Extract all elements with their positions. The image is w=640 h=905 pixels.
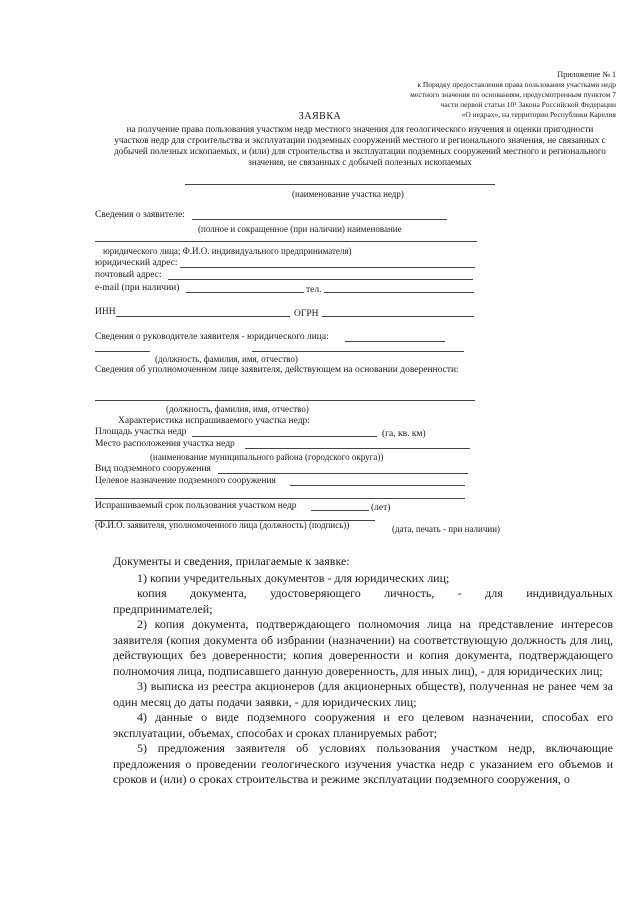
postal-address-label: почтовый адрес: bbox=[95, 270, 162, 280]
term-unit: (лет) bbox=[371, 503, 391, 513]
ogrn-field[interactable] bbox=[322, 316, 474, 317]
documents-section bbox=[113, 554, 613, 788]
appendix-line: «О недрах», на территории Республики Карелия bbox=[461, 110, 616, 119]
location-label: Место расположения участка недр bbox=[95, 439, 235, 449]
documents-item-1: 1) копии учредительных документов - для юридических лиц; bbox=[137, 570, 450, 585]
applicant-line-2[interactable] bbox=[95, 241, 477, 242]
location-field[interactable] bbox=[245, 448, 470, 449]
applicant-caption: (полное и сокращенное (при наличии) наименование bbox=[198, 224, 402, 234]
ogrn-label: ОГРН bbox=[294, 309, 319, 319]
area-unit: (га, кв. км) bbox=[382, 429, 426, 439]
document-title: ЗАЯВКА bbox=[298, 111, 342, 122]
term-field[interactable] bbox=[311, 510, 369, 511]
documents-item-1b: копия документа, удостоверяющего личность, - для индивидуальных bbox=[137, 586, 613, 600]
head-field-2a[interactable] bbox=[95, 351, 150, 352]
plot-name-caption: (наименование участка недр) bbox=[292, 189, 404, 199]
appendix-line: к Порядку предоставления права пользования участками недр bbox=[417, 80, 616, 89]
documents-item-5: 5) предложения заявителя об условиях пользования участком недр, включающие предложения о проведении геологического изучения участка недр с указанием его объемов и сроков и (или) о сроках строительства и режиме эксплуатации подземного сооружения, о bbox=[113, 741, 613, 786]
area-label: Площадь участка недр bbox=[95, 427, 187, 437]
structure-type-field[interactable] bbox=[218, 473, 468, 474]
plot-name-line[interactable] bbox=[185, 184, 495, 185]
structure-purpose-field[interactable] bbox=[290, 485, 465, 486]
documents-item-2: 2) копия документа, подтверждающего полномочия лица на представление интересов заявителя (копия документа об избрании (назначении) на соответствующую должность для лиц, действующих без доверенности; копия доверенности и копия документа, подтверждающего полномочия лица, подписавшего данную доверенность, для иных лиц), - для юридических лиц; bbox=[113, 617, 613, 678]
structure-type-label: Вид подземного сооружения bbox=[95, 464, 211, 474]
representative-field[interactable] bbox=[95, 400, 475, 401]
appendix-line: местного значения по основаниям, предусмотренным пунктом 7 bbox=[410, 90, 616, 99]
area-field[interactable] bbox=[192, 436, 377, 437]
signature-caption: (Ф.И.О. заявителя, уполномоченного лица (должность) (подпись)) bbox=[95, 520, 350, 530]
email-field[interactable] bbox=[186, 292, 304, 293]
phone-field[interactable] bbox=[324, 292, 474, 293]
location-caption: (наименование муниципального района (городского округа)) bbox=[150, 452, 384, 462]
inn-label: ИНН bbox=[95, 307, 116, 317]
applicant-caption-2: юридического лица; Ф.И.О. индивидуального предпринимателя) bbox=[103, 246, 352, 256]
documents-heading: Документы и сведения, прилагаемые к заявке: bbox=[113, 554, 350, 568]
representative-caption: (должность, фамилия, имя, отчество) bbox=[166, 404, 309, 414]
characteristic-heading: Характеристика испрашиваемого участка недр: bbox=[118, 416, 310, 426]
postal-address-field[interactable] bbox=[168, 279, 473, 280]
applicant-line[interactable] bbox=[192, 219, 447, 220]
legal-address-field[interactable] bbox=[180, 267, 475, 268]
head-field[interactable] bbox=[345, 341, 445, 342]
documents-item-1b-cont: предпринимателей; bbox=[113, 601, 213, 616]
seal-caption: (дата, печать - при наличии) bbox=[392, 524, 501, 534]
term-label: Испрашиваемый срок пользования участком недр bbox=[95, 501, 297, 511]
head-field-2b[interactable] bbox=[252, 351, 464, 352]
document-subtitle: на получение права пользования участком недр местного значения для геологического изучения и оценки пригодности участков недр для строительства и эксплуатации подземных сооружений местного и регионального значения, не связанных с добычей полезных ископаемых, и (или) для строительства и эксплуатации подземных сооружений местного и регионального значения, не связанных с добычей полезных ископаемых bbox=[114, 124, 606, 167]
appendix-number: Приложение № 1 bbox=[557, 70, 616, 79]
phone-label: тел. bbox=[306, 285, 322, 295]
head-label: Сведения о руководителе заявителя - юридического лица: bbox=[95, 332, 329, 342]
email-label: e-mail (при наличии) bbox=[95, 283, 180, 293]
documents-item-4: 4) данные о виде подземного сооружения и его целевом назначении, способах его эксплуатации, объемах, способах и сроках планируемых работ; bbox=[113, 710, 613, 740]
head-caption: (должность, фамилия, имя, отчество) bbox=[155, 354, 298, 364]
legal-address-label: юридический адрес: bbox=[95, 258, 178, 268]
applicant-label: Сведения о заявителе: bbox=[95, 210, 185, 220]
representative-label: Сведения об уполномоченном лице заявителя, действующем на основании доверенности: bbox=[95, 365, 459, 375]
structure-purpose-label: Целевое назначение подземного сооружения bbox=[95, 476, 276, 486]
structure-purpose-field-2[interactable] bbox=[95, 498, 465, 499]
appendix-line: части первой статьи 10¹ Закона Российской Федерации bbox=[440, 100, 616, 109]
inn-field[interactable] bbox=[116, 316, 290, 317]
documents-item-3: 3) выписка из реестра акционеров (для акционерных обществ), полученная не ранее чем за один месяц до даты подачи заявки, - для юридических лиц; bbox=[113, 679, 613, 709]
